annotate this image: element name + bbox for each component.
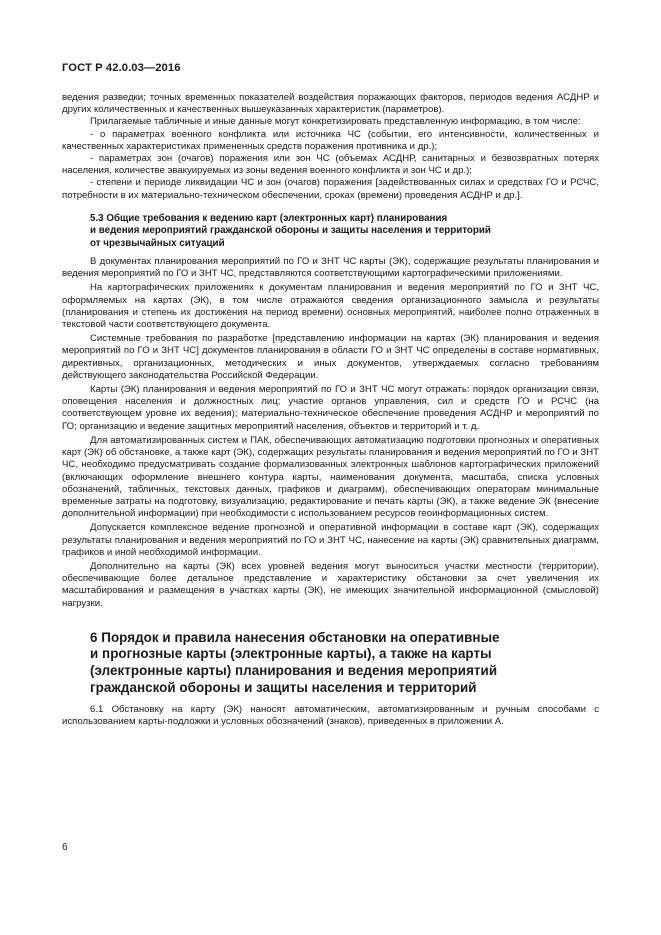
section-heading-5-3 — [62, 213, 599, 250]
document-body — [62, 92, 599, 729]
heading-line: и прогнозные карты (электронные карты), а также на карты — [90, 646, 492, 662]
document-header: ГОСТ Р 42.0.03—2016 — [62, 62, 181, 74]
section-heading-6 — [62, 630, 599, 696]
paragraph: Системные требования по разработке [представлению информации на картах (ЭК) планирования и ведения мероприятий по ГО и ЗНТ ЧС] документов планирования в области ГО и ЗНТ ЧС определены в составе нормативных, директивных, организационных, методических и иных документов, утверждаемых согласно требованиям действующего законодательства Российской Федерации. — [62, 333, 599, 381]
paragraph: Дополнительно на карты (ЭК) всех уровней ведения могут выноситься участки местности (территории), обеспечивающие более детальное представление и характеристику обстановки за счет увеличения их масштабирования и размещения в участках карты (ЭК), не имеющих значительной информационной (смысловой) нагрузки. — [62, 560, 599, 609]
paragraph: На картографических приложениях к документам планирования и ведения мероприятий по ГО и ЗНТ ЧС, оформляемых на картах (ЭК), в том числе отражаются сведения организационного замысла и результаты (планирования и степень их достижения на период времени) основных мероприятий, наиболее полно отраженных в текстовой части соответствующего документа. — [62, 282, 599, 331]
heading-line: гражданской обороны и защиты населения и территорий — [90, 679, 477, 695]
list-item: - о параметрах военного конфликта или источника ЧС (событии, его интенсивности, количественных и качественных характеристиках примененных средств поражения противника и др.); — [62, 128, 599, 152]
heading-line: от чрезвычайных ситуаций — [90, 237, 225, 249]
paragraph-continuation: ведения разведки; точных временных показателей воздействия поражающих факторов, периодов ведения АСДНР и других количественных и качественных вышеуказанных характеристик (параметров). — [62, 92, 599, 116]
paragraph: Для автоматизированных систем и ПАК, обеспечивающих автоматизацию подготовки прогнозных и оперативных карт (ЭК) об обстановке, а также карт (ЭК), содержащих результаты планирования и ведения мероприятий по ГО и ЗНТ ЧС, необходимо предусматривать создание формализованных электронных шаблонов картографических приложений (включающих оформление внешнего контура карты, наименования документа, масштаба, списка условных обозначений, табличных, текстовых данных, графиков и диаграмм), обеспечивающих операторам минимальные временные затраты на подготовку, визуализацию, редактирование и печать карты (ЭК), а также ведение ЭК (внесение дополнительной информации) при необходимости с использованием ресурсов геоинформационных систем. — [62, 434, 599, 520]
heading-line: (электронные карты) планирования и ведения мероприятий — [90, 662, 498, 678]
paragraph: Карты (ЭК) планирования и ведения мероприятий по ГО и ЗНТ ЧС могут отражать: порядок организации связи, оповещения населения и должностных лиц; участие органов управления, сил и средств ГО и РСЧС (на соответствующем уровне их ведения); материально-техническое обеспечение проведения АСДНР и мероприятий по ГО; организацию и ведение защитных мероприятий населения, объектов и территорий и т. д. — [62, 384, 599, 432]
heading-line: 6 Порядок и правила нанесения обстановки на оперативные — [90, 629, 500, 645]
list-item: - степени и периоде ликвидации ЧС и зон (очагов) поражения [задействованных силах и средствах ГО и РСЧС, потребности в их материально-техническом обеспечении, сроках (времени) проведения АСДНР и др.]. — [62, 177, 599, 201]
heading-line: 5.3 Общие требования к ведению карт (электронных карт) планирования — [90, 212, 448, 224]
paragraph: В документах планирования мероприятий по ГО и ЗНТ ЧС карты (ЭК), содержащие результаты планирования и ведения мероприятий по ГО и ЗНТ ЧС, представляются соответствующими картографическими приложениями. — [62, 256, 599, 280]
page-number: 6 — [62, 842, 68, 853]
paragraph: Допускается комплексное ведение прогнозной и оперативной информации в составе карт (ЭК), содержащих результаты планирования и ведения мероприятий по ГО и ЗНТ ЧС, нанесение на карты (ЭК) сравнительных диаграмм, графиков и иной необходимой информации. — [62, 522, 599, 558]
list-item: - параметрах зон (очагов) поражения или зон ЧС (объемах АСДНР, санитарных и безвозвратных потерях населения, количестве эвакуируемых из зоны ведения военного конфликта и зон ЧС и др.); — [62, 153, 599, 177]
paragraph: 6.1 Обстановку на карту (ЭК) наносят автоматическим, автоматизированным и ручным способами с использованием карты-подложки и условных обозначений (знаков), приведенных в приложении А. — [62, 704, 599, 728]
paragraph: Прилагаемые табличные и иные данные могут конкретизировать представленную информацию, в том числе: — [90, 116, 581, 128]
heading-line: и ведения мероприятий гражданской обороны и защиты населения и территорий — [90, 225, 491, 237]
